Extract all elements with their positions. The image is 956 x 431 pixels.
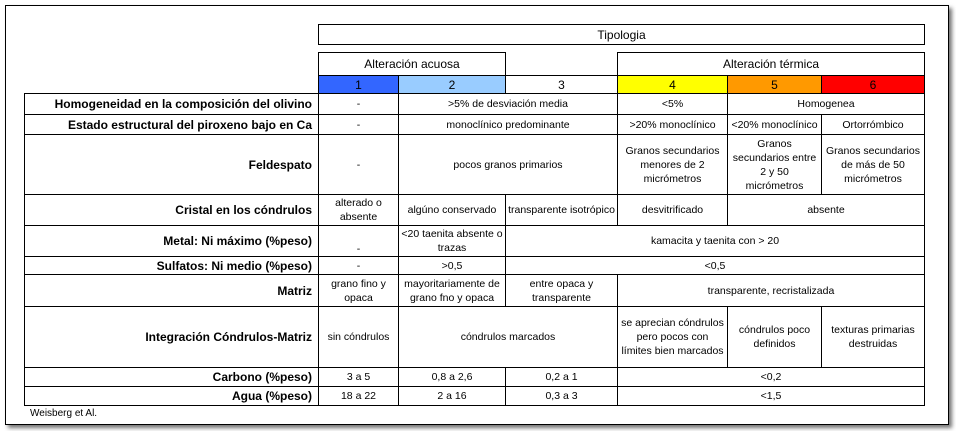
table-cell: cóndrulos marcados bbox=[399, 307, 618, 368]
table-cell: pocos granos primarios bbox=[399, 135, 618, 195]
table-cell: 18 a 22 bbox=[319, 387, 399, 406]
type-3-cell: 3 bbox=[506, 76, 618, 94]
table-cell: transparente isotrópico bbox=[506, 195, 618, 226]
table-cell: algúno conservado bbox=[399, 195, 506, 226]
row-label: Matriz bbox=[25, 275, 319, 307]
table-row bbox=[25, 115, 925, 135]
alteration-typology-table bbox=[24, 24, 925, 406]
table-cell: kamacita y taenita con > 20 bbox=[506, 226, 925, 257]
table-cell: 0,2 a 1 bbox=[506, 368, 618, 387]
table-row bbox=[25, 135, 925, 195]
row-label: Carbono (%peso) bbox=[25, 368, 319, 387]
table-cell: - bbox=[319, 94, 399, 115]
type-1-cell: 1 bbox=[319, 76, 399, 94]
table-cell: <20% monoclínico bbox=[728, 115, 822, 135]
table-cell: 2 a 16 bbox=[399, 387, 506, 406]
table-cell: texturas primarias destruidas bbox=[822, 307, 925, 368]
row-label: Metal: Ni máximo (%peso) bbox=[25, 226, 319, 257]
type-2-cell: 2 bbox=[399, 76, 506, 94]
table-cell: - bbox=[319, 135, 399, 195]
table-row bbox=[25, 226, 925, 257]
row-label: Feldespato bbox=[25, 135, 319, 195]
table-cell: absente bbox=[728, 195, 925, 226]
table-cell: entre opaca y transparente bbox=[506, 275, 618, 307]
alteracion-termica-header: Alteración térmica bbox=[618, 53, 925, 76]
table-cell: - bbox=[319, 226, 399, 257]
table-cell: mayoritariamente de grano fno y opaca bbox=[399, 275, 506, 307]
table-row bbox=[25, 307, 925, 368]
table-row bbox=[25, 368, 925, 387]
table-cell: <20 taenita absente o trazas bbox=[399, 226, 506, 257]
table-cell: cóndrulos poco definidos bbox=[728, 307, 822, 368]
table-cell: Homogenea bbox=[728, 94, 925, 115]
row-label: Agua (%peso) bbox=[25, 387, 319, 406]
table-cell: desvitrificado bbox=[618, 195, 728, 226]
table-cell: Granos secundarios de más de 50 micrómetros bbox=[822, 135, 925, 195]
table-cell: Granos secundarios menores de 2 micrómetros bbox=[618, 135, 728, 195]
table-cell: <0,5 bbox=[506, 257, 925, 275]
tipologia-header: Tipologia bbox=[319, 25, 925, 45]
table-row bbox=[25, 195, 925, 226]
table-cell: transparente, recristalizada bbox=[618, 275, 925, 307]
table-cell: 3 a 5 bbox=[319, 368, 399, 387]
table-cell: sin cóndrulos bbox=[319, 307, 399, 368]
source-credit: Weisberg et Al. bbox=[30, 408, 98, 419]
alteracion-acuosa-header: Alteración acuosa bbox=[319, 53, 506, 76]
table-cell: 0,8 a 2,6 bbox=[399, 368, 506, 387]
table-cell: <1,5 bbox=[618, 387, 925, 406]
table-cell: <0,2 bbox=[618, 368, 925, 387]
table-row bbox=[25, 275, 925, 307]
table-cell: - bbox=[319, 257, 399, 275]
table-cell: grano fino y opaca bbox=[319, 275, 399, 307]
row-label: Homogeneidad en la composición del olivino bbox=[25, 94, 319, 115]
table-cell: 0,3 a 3 bbox=[506, 387, 618, 406]
type-4-cell: 4 bbox=[618, 76, 728, 94]
type-6-cell: 6 bbox=[822, 76, 925, 94]
table-cell: >20% monoclínico bbox=[618, 115, 728, 135]
type-5-cell: 5 bbox=[728, 76, 822, 94]
row-label: Cristal en los cóndrulos bbox=[25, 195, 319, 226]
table-cell: >0,5 bbox=[399, 257, 506, 275]
row-label: Estado estructural del piroxeno bajo en Ca bbox=[25, 115, 319, 135]
table-cell: Granos secundarios entre 2 y 50 micrómetros bbox=[728, 135, 822, 195]
table-cell: <5% bbox=[618, 94, 728, 115]
table-cell: monoclínico predominante bbox=[399, 115, 618, 135]
table-cell: >5% de desviación media bbox=[399, 94, 618, 115]
table-cell: alterado o absente bbox=[319, 195, 399, 226]
table-cell: Ortorrómbico bbox=[822, 115, 925, 135]
row-label: Integración Cóndrulos-Matriz bbox=[25, 307, 319, 368]
table-cell: - bbox=[319, 115, 399, 135]
table-row bbox=[25, 387, 925, 406]
row-label: Sulfatos: Ni medio (%peso) bbox=[25, 257, 319, 275]
table-row bbox=[25, 94, 925, 115]
table-row bbox=[25, 257, 925, 275]
table-cell: se aprecian cóndrulos pero pocos con límites bien marcados bbox=[618, 307, 728, 368]
